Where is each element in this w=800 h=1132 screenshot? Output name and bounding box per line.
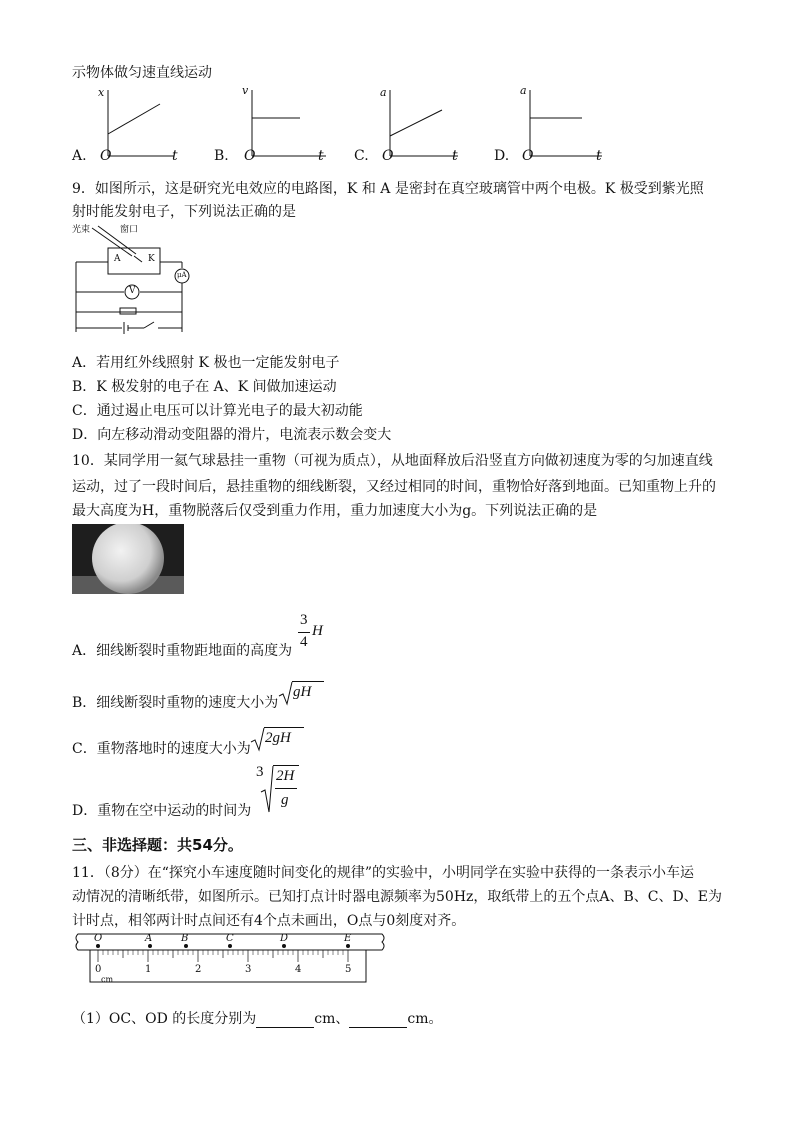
q8-option-a-label: A. xyxy=(72,148,87,164)
q10-option-d-text: D．重物在空中运动的时间为 xyxy=(72,803,252,819)
q8-b-origin: O xyxy=(244,148,256,164)
tape-dot-o xyxy=(96,944,100,948)
q8-a-taxis: t xyxy=(172,148,178,164)
answer-blank-od[interactable] xyxy=(349,1013,407,1028)
q10-c-overline xyxy=(264,727,304,728)
balloon-photo xyxy=(72,524,184,594)
q10-c-math: 2gH xyxy=(265,730,291,746)
tape-dot-b xyxy=(184,944,188,948)
q11-sub1-unit2: cm。 xyxy=(407,1011,443,1027)
ruler-tick-0: 0 xyxy=(95,964,102,975)
tape-point-c: C xyxy=(226,933,234,944)
q11-sub1-unit1: cm、 xyxy=(314,1011,350,1027)
graph-d xyxy=(530,90,602,156)
q11-sub1-prefix: （1）OC、OD 的长度分别为 xyxy=(72,1011,257,1027)
q10-d-frac-den: g xyxy=(281,792,289,808)
section3-heading: 三、非选择题：共54分。 xyxy=(72,836,243,854)
fig-window-label: 窗口 xyxy=(120,225,139,235)
q10-b-overline xyxy=(292,681,324,682)
q9-option-c: C．通过遏止电压可以计算光电子的最大初动能 xyxy=(72,403,363,419)
q11-stem-line2: 动情况的清晰纸带，如图所示。已知打点计时器电源频率为50Hz，取纸带上的五个点A、B、C、D、E为 xyxy=(72,889,722,905)
tape-dot-e xyxy=(346,944,350,948)
q10-stem-line3: 最大高度为H，重物脱落后仅受到重力作用，重力加速度大小为g。下列说法正确的是 xyxy=(72,503,598,519)
q8-d-yaxis: a xyxy=(520,84,527,97)
q8-b-taxis: t xyxy=(318,148,324,164)
tape-dot-d xyxy=(282,944,286,948)
q8-stem-tail: 示物体做匀速直线运动 xyxy=(72,65,212,81)
fig-cathode-label: K xyxy=(148,254,155,264)
q10-a-var: H xyxy=(312,623,323,639)
q10-option-a-text: A．细线断裂时重物距地面的高度为 xyxy=(72,643,293,659)
q10-stem-line1: 10．某同学用一氦气球悬挂一重物（可视为质点），从地面释放后沿竖直方向做初速度为零的匀加速直线 xyxy=(72,453,713,469)
q10-d-frac-bar xyxy=(275,788,297,789)
q11-stem-line3: 计时点，相邻两计时点间还有4个点未画出，O点与0刻度对齐。 xyxy=(72,913,466,929)
q8-option-d-label: D. xyxy=(494,148,510,164)
q10-a-frac-bar xyxy=(298,632,310,633)
q8-graphs xyxy=(70,84,630,166)
q11-stem-line1: 11．（8分）在“探究小车速度随时间变化的规律”的实验中，小明同学在实验中获得的一条表示小车运 xyxy=(72,865,695,881)
ruler-tick-3: 3 xyxy=(245,964,252,975)
ruler-tick-5: 5 xyxy=(345,964,352,975)
tape-point-b: B xyxy=(181,933,189,944)
q9-option-d: D．向左移动滑动变阻器的滑片，电流表示数会变大 xyxy=(72,427,392,443)
q8-c-taxis: t xyxy=(452,148,458,164)
q8-d-taxis: t xyxy=(596,148,602,164)
photoelectric-circuit-figure xyxy=(72,222,202,340)
fig-voltmeter-label: V xyxy=(129,286,136,296)
q10-b-radical xyxy=(277,680,293,708)
q9-stem-line2: 射时能发射电子，下列说法正确的是 xyxy=(72,204,296,220)
q10-c-radical xyxy=(249,726,265,754)
q8-c-yaxis: a xyxy=(380,86,387,99)
tape-point-d: D xyxy=(280,933,289,944)
graph-a xyxy=(108,90,174,156)
q9-option-a: A．若用红外线照射 K 极也一定能发射电子 xyxy=(72,355,340,371)
q11-sub1 xyxy=(72,1008,443,1028)
q9-stem-line1: 9．如图所示，这是研究光电效应的电路图，K 和 A 是密封在真空玻璃管中两个电极。K 极受到紫光照 xyxy=(72,181,704,197)
q10-d-coef: 3 xyxy=(256,764,264,780)
q10-b-math: gH xyxy=(293,684,312,700)
q8-option-c-label: C. xyxy=(354,148,369,164)
q10-option-c-text: C．重物落地时的速度大小为 xyxy=(72,741,251,757)
q8-d-origin: O xyxy=(522,148,534,164)
tape-point-a: A xyxy=(145,933,153,944)
q8-a-yaxis: x xyxy=(98,86,105,99)
graph-b xyxy=(252,90,326,156)
tape-point-o: O xyxy=(94,933,103,944)
q8-c-origin: O xyxy=(382,148,394,164)
answer-blank-oc[interactable] xyxy=(256,1013,314,1028)
tape-dot-c xyxy=(228,944,232,948)
fig-ammeter-label: μA xyxy=(177,271,187,279)
ruler-tick-4: 4 xyxy=(295,964,302,975)
fig-light-label: 光束 xyxy=(72,225,91,235)
tape-dot-a xyxy=(148,944,152,948)
q10-d-radical xyxy=(260,764,274,816)
q10-a-frac-den: 4 xyxy=(300,634,308,650)
q9-option-b: B．K 极发射的电子在 A、K 间做加速运动 xyxy=(72,379,337,395)
q10-a-frac-num: 3 xyxy=(300,612,308,628)
q10-option-b-text: B．细线断裂时重物的速度大小为 xyxy=(72,695,279,711)
ruler-unit: cm xyxy=(101,975,114,984)
q8-option-b-label: B. xyxy=(214,148,229,164)
q10-stem-line2: 运动，过了一段时间后，悬挂重物的细线断裂，又经过相同的时间，重物恰好落到地面。已知重物上升的 xyxy=(72,479,716,495)
ruler-tick-2: 2 xyxy=(195,964,202,975)
q8-a-origin: O xyxy=(100,148,112,164)
ruler-tick-1: 1 xyxy=(145,964,152,975)
graph-c xyxy=(390,90,458,156)
fig-anode-label: A xyxy=(114,254,121,264)
q10-d-overline xyxy=(273,765,299,766)
q8-b-yaxis: v xyxy=(242,84,249,97)
tape-point-e: E xyxy=(344,933,352,944)
q10-d-frac-num: 2H xyxy=(276,768,295,784)
